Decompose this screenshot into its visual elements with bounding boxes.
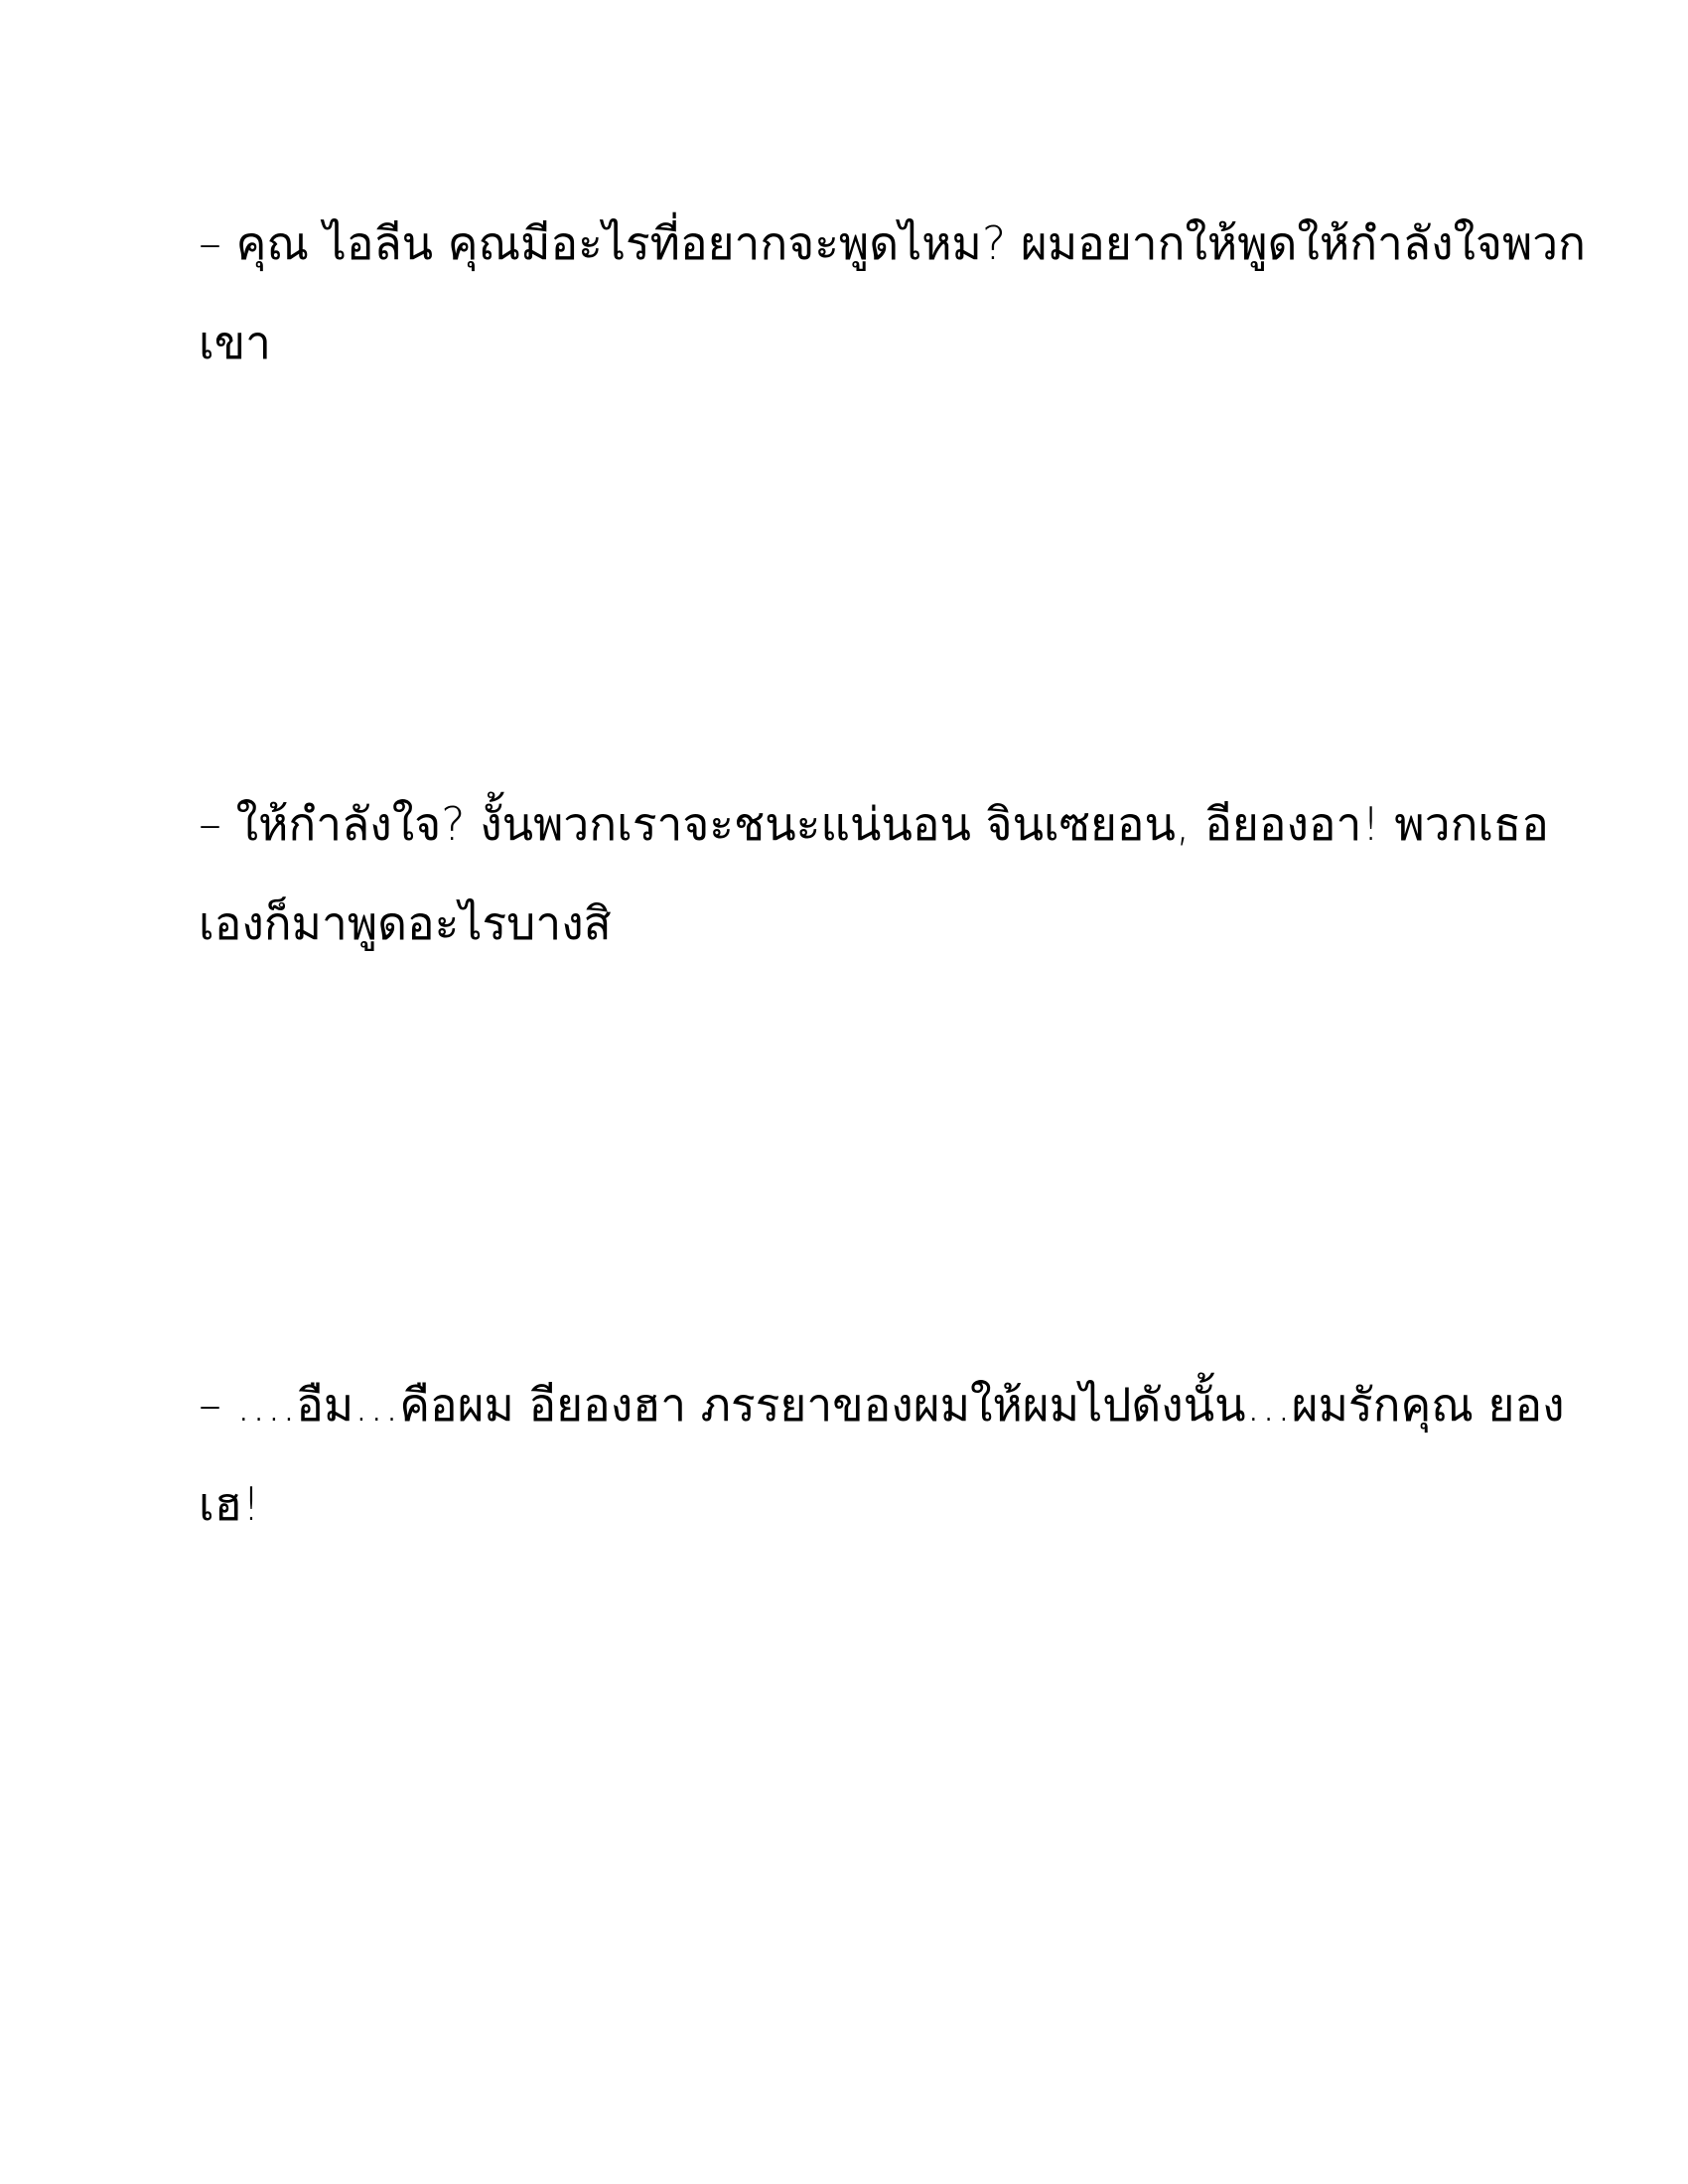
dialogue-paragraph bbox=[199, 194, 1586, 392]
dialogue-paragraph bbox=[199, 1355, 1565, 1554]
paragraph-line: – ให้กำลังใจ? งั้นพวกเราจะชนะแน่นอน จินเซยอน, อียองอา! พวกเธอ bbox=[199, 797, 1549, 851]
paragraph-line: – ….อืม…คือผม อียองฮา ภรรยาของผมให้ผมไปดังนั้น…ผมรักคุณ ยอง bbox=[199, 1378, 1565, 1432]
paragraph-line: – คุณ ไอลีน คุณมีอะไรที่อยากจะพูดไหม? ผมอยากให้พูดให้กำลังใจพวก bbox=[199, 216, 1586, 270]
paragraph-line: เขา bbox=[199, 316, 271, 369]
dialogue-paragraph bbox=[199, 774, 1549, 973]
paragraph-line: เองก็มาพูดอะไรบางสิ bbox=[199, 896, 612, 950]
paragraph-line: เฮ! bbox=[199, 1477, 261, 1531]
